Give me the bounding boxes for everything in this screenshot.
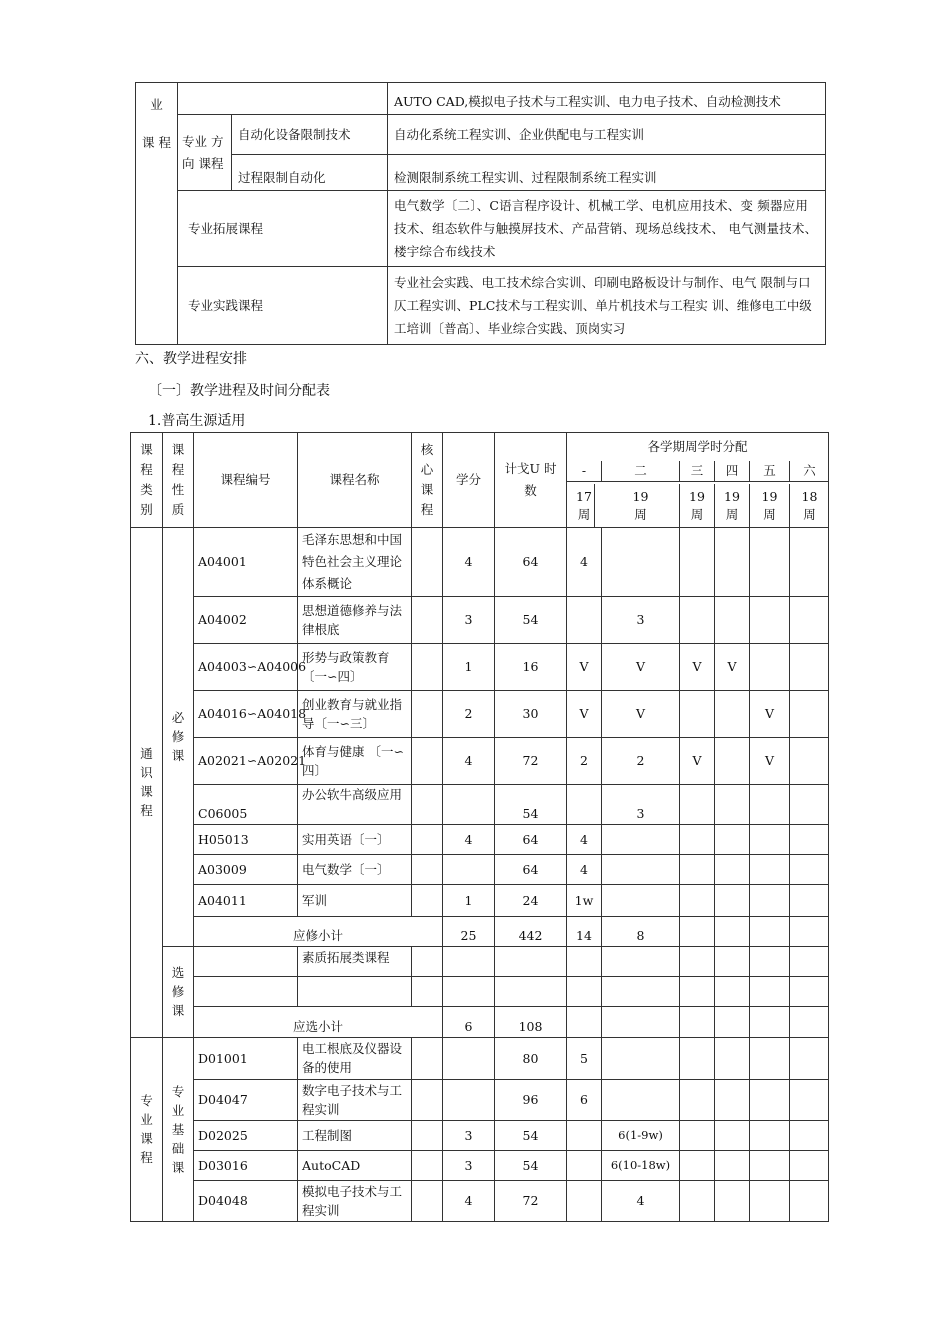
credit-cell — [443, 946, 495, 976]
term-cell — [680, 784, 715, 824]
term-cell — [680, 596, 715, 643]
term-cell: V — [602, 690, 680, 737]
hours-cell — [495, 976, 567, 1006]
term-cell: 8 — [602, 916, 680, 946]
term-cell: V — [602, 643, 680, 690]
core-cell — [412, 854, 443, 884]
term-cell — [790, 643, 829, 690]
course-code: A04002 — [194, 596, 298, 643]
course-code: A03009 — [194, 854, 298, 884]
core-cell — [412, 976, 443, 1006]
term-cell — [680, 884, 715, 916]
term-cell: 4 — [567, 527, 602, 596]
credit-cell: 3 — [443, 1120, 495, 1150]
term-cell — [567, 1006, 602, 1037]
credit-cell — [443, 1037, 495, 1079]
term-cell — [750, 824, 790, 854]
term-cell — [750, 916, 790, 946]
hours-cell: 54 — [495, 1150, 567, 1180]
term-cell — [680, 946, 715, 976]
core-cell — [412, 1180, 443, 1221]
weeks-2: 19周 — [602, 484, 680, 527]
term-cell — [602, 946, 680, 976]
term-cell — [567, 1150, 602, 1180]
basic-course-label: 专业基础课 — [163, 1037, 194, 1221]
term-cell: 3 — [602, 596, 680, 643]
table-row — [131, 643, 829, 690]
credit-cell: 3 — [443, 596, 495, 643]
hours-cell: 54 — [495, 784, 567, 824]
header-core: 核心课程 — [412, 433, 443, 528]
term-cell — [750, 1079, 790, 1120]
term-cell — [750, 1150, 790, 1180]
term-cell: 14 — [567, 916, 602, 946]
hours-cell: 30 — [495, 690, 567, 737]
subtotal-row — [131, 916, 829, 946]
core-cell — [412, 1150, 443, 1180]
course-code: C06005 — [194, 784, 298, 824]
term-cell — [602, 1037, 680, 1079]
term-cell: V — [750, 690, 790, 737]
credit-cell: 3 — [443, 1150, 495, 1180]
empty-cell — [178, 83, 388, 115]
term-cell: 5 — [567, 1037, 602, 1079]
core-cell — [412, 690, 443, 737]
term-cell — [715, 737, 750, 784]
hours-cell: 442 — [495, 916, 567, 946]
term-cell: 4 — [602, 1180, 680, 1221]
hours-cell: 96 — [495, 1079, 567, 1120]
credit-cell — [443, 1079, 495, 1120]
course-code: A02021∽A02021 — [194, 737, 298, 784]
subsection-heading: 〔一〕教学进程及时间分配表 — [148, 383, 330, 399]
table-row — [131, 1150, 829, 1180]
course-code: D04048 — [194, 1180, 298, 1221]
term-2: 二 — [602, 461, 680, 482]
term-cell — [715, 884, 750, 916]
header-distribution: 各学期周学时分配 — [567, 433, 829, 461]
term-cell — [790, 1006, 829, 1037]
weeks-4: 19周 — [715, 484, 750, 527]
term-cell — [715, 976, 750, 1006]
term-cell: 4 — [567, 854, 602, 884]
term-cell — [715, 1150, 750, 1180]
term-cell: V — [680, 643, 715, 690]
term-cell — [790, 854, 829, 884]
required-label: 必修课 — [163, 527, 194, 946]
term-cell — [567, 784, 602, 824]
course-name: 军训 — [298, 884, 412, 916]
table-row — [131, 946, 829, 976]
term-cell: 2 — [567, 737, 602, 784]
term-cell — [567, 1180, 602, 1221]
table-row — [131, 884, 829, 916]
table-row — [131, 854, 829, 884]
term-cell — [750, 784, 790, 824]
credit-cell: 4 — [443, 527, 495, 596]
expand-course-label: 专业拓展课程 — [178, 191, 388, 267]
term-cell: V — [567, 643, 602, 690]
term-cell — [680, 1037, 715, 1079]
term-cell — [680, 1150, 715, 1180]
term-cell — [715, 824, 750, 854]
term-cell — [790, 884, 829, 916]
category-char-2: 课 程 — [142, 135, 171, 150]
hours-cell: 64 — [495, 527, 567, 596]
term-cell — [715, 596, 750, 643]
term-cell — [790, 596, 829, 643]
term-cell — [715, 784, 750, 824]
credit-cell: 4 — [443, 824, 495, 854]
category-cell — [136, 83, 178, 345]
hours-cell: 54 — [495, 596, 567, 643]
table-row — [131, 1120, 829, 1150]
course-name: 形势与政策教育〔一∽四〕 — [298, 643, 412, 690]
term-4: 四 — [715, 461, 750, 482]
term-cell — [567, 1120, 602, 1150]
course-name: AutoCAD — [298, 1150, 412, 1180]
course-name: 体育与健康 〔一∽四〕 — [298, 737, 412, 784]
term-cell — [790, 1037, 829, 1079]
term-cell — [790, 690, 829, 737]
term-cell: 1w — [567, 884, 602, 916]
direction-name-2: 过程限制自动化 — [232, 155, 388, 191]
term-cell — [790, 527, 829, 596]
credit-cell: 4 — [443, 737, 495, 784]
credit-cell: 2 — [443, 690, 495, 737]
table-row — [131, 1079, 829, 1120]
table-row — [131, 737, 829, 784]
course-code — [194, 976, 298, 1006]
term-cell — [715, 1037, 750, 1079]
credit-cell: 6 — [443, 1006, 495, 1037]
course-code: A04011 — [194, 884, 298, 916]
course-name: 思想道德修养与法律根底 — [298, 596, 412, 643]
table-row — [131, 527, 829, 596]
course-code: A04016∽A04018 — [194, 690, 298, 737]
term-cell — [715, 527, 750, 596]
hours-cell: 108 — [495, 1006, 567, 1037]
term-cell: 2 — [602, 737, 680, 784]
hours-cell: 24 — [495, 884, 567, 916]
direction-courses-1: 自动化系统工程实训、企业供配电与工程实训 — [388, 115, 826, 155]
autocad-courses: AUTO CAD,模拟电子技术与工程实训、电力电子技术、自动检测技术 — [388, 83, 826, 115]
term-cell — [715, 690, 750, 737]
term-cell — [715, 1120, 750, 1150]
hours-cell — [495, 946, 567, 976]
term-cell — [790, 946, 829, 976]
hours-cell: 72 — [495, 1180, 567, 1221]
term-cell — [680, 527, 715, 596]
teaching-schedule-table — [130, 432, 829, 1222]
course-name: 办公软牛高级应用 — [298, 784, 412, 824]
subtotal-label: 应修小计 — [194, 916, 443, 946]
course-code — [194, 946, 298, 976]
term-cell — [602, 1006, 680, 1037]
course-name: 毛泽东思想和中国特色社会主义理论体系概论 — [298, 527, 412, 596]
credit-cell: 1 — [443, 643, 495, 690]
term-cell — [790, 1180, 829, 1221]
direction-name-1: 自动化设备限制技术 — [232, 115, 388, 155]
course-code: D02025 — [194, 1120, 298, 1150]
term-cell — [790, 1120, 829, 1150]
curriculum-structure-table — [135, 82, 826, 345]
term-cell — [680, 916, 715, 946]
course-code: D04047 — [194, 1079, 298, 1120]
hours-cell: 64 — [495, 854, 567, 884]
core-cell — [412, 1037, 443, 1079]
term-cell — [680, 824, 715, 854]
section-heading: 六、教学进程安排 — [135, 351, 247, 367]
term-cell — [750, 884, 790, 916]
term-cell — [750, 596, 790, 643]
elective-label: 选修课 — [163, 946, 194, 1037]
hours-cell: 16 — [495, 643, 567, 690]
term-cell — [750, 527, 790, 596]
header-name: 课程名称 — [298, 433, 412, 528]
term-cell — [715, 1006, 750, 1037]
header-hours: 计戈U 时数 — [495, 433, 567, 528]
hours-cell: 64 — [495, 824, 567, 854]
course-name: 创业教育与就业指导〔一∽三〕 — [298, 690, 412, 737]
term-cell — [567, 596, 602, 643]
table-row — [131, 1180, 829, 1221]
term-6: 六 — [790, 461, 829, 482]
course-name: 数字电子技术与工程实训 — [298, 1079, 412, 1120]
course-code: A04003∽A04006 — [194, 643, 298, 690]
table-row — [131, 690, 829, 737]
term-cell — [680, 690, 715, 737]
credit-cell: 25 — [443, 916, 495, 946]
term-cell — [715, 1079, 750, 1120]
term-1: - — [567, 461, 602, 482]
term-cell — [680, 1006, 715, 1037]
term-cell — [680, 854, 715, 884]
header-code: 课程编号 — [194, 433, 298, 528]
term-cell — [715, 1180, 750, 1221]
core-cell — [412, 784, 443, 824]
practice-course-label: 专业实践课程 — [178, 267, 388, 345]
term-cell — [715, 916, 750, 946]
weeks-3: 19周 — [680, 484, 715, 527]
term-cell — [750, 946, 790, 976]
term-cell: 6(10-18w) — [602, 1150, 680, 1180]
term-cell — [790, 1150, 829, 1180]
term-cell — [602, 976, 680, 1006]
weeks-6: 18周 — [801, 489, 818, 522]
term-cell — [750, 1037, 790, 1079]
direction-courses-2: 检测限制系统工程实训、过程限制系统工程实训 — [388, 155, 826, 191]
term-cell — [790, 737, 829, 784]
term-cell — [750, 1006, 790, 1037]
weeks-1: 17周 — [574, 484, 595, 527]
direction-label: 专业 方向 课程 — [178, 115, 232, 191]
header-category: 课程类别 — [131, 433, 163, 528]
term-cell — [567, 976, 602, 1006]
course-name: 工程制图 — [298, 1120, 412, 1150]
term-3: 三 — [680, 461, 715, 482]
weeks-5: 19周 — [750, 484, 790, 527]
credit-cell — [443, 784, 495, 824]
term-cell: V — [567, 690, 602, 737]
subtotal-row — [131, 1006, 829, 1037]
term-cell — [790, 976, 829, 1006]
credit-cell: 4 — [443, 1180, 495, 1221]
term-cell — [750, 854, 790, 884]
term-cell — [602, 824, 680, 854]
table-row — [131, 824, 829, 854]
course-code: H05013 — [194, 824, 298, 854]
term-cell — [567, 946, 602, 976]
course-name: 电工根底及仪器设备的使用 — [298, 1037, 412, 1079]
course-name: 素质拓展类课程 — [298, 946, 412, 976]
core-cell — [412, 737, 443, 784]
course-code: A04001 — [194, 527, 298, 596]
credit-cell — [443, 854, 495, 884]
term-cell: 3 — [602, 784, 680, 824]
term-cell — [602, 854, 680, 884]
general-category-label: 通识课程 — [131, 527, 163, 1037]
credit-cell: 1 — [443, 884, 495, 916]
header-nature: 课程性质 — [163, 433, 194, 528]
core-cell — [412, 884, 443, 916]
term-cell — [680, 1120, 715, 1150]
hours-cell: 80 — [495, 1037, 567, 1079]
course-code: D03016 — [194, 1150, 298, 1180]
term-cell — [750, 643, 790, 690]
term-header-group — [567, 461, 829, 528]
expand-course-list: 电气数学〔二〕、C语言程序设计、机械工学、电机应用技术、变 频器应用技术、组态软件与触摸屏技术、产品营销、现场总线技术、 电气测量技术、楼宇综合布线技术 — [388, 191, 826, 267]
term-cell — [680, 1079, 715, 1120]
core-cell — [412, 643, 443, 690]
term-cell: 6(1-9w) — [602, 1120, 680, 1150]
term-cell: V — [680, 737, 715, 784]
term-cell — [602, 884, 680, 916]
term-cell — [790, 784, 829, 824]
term-cell — [750, 1180, 790, 1221]
table-row — [131, 1037, 829, 1079]
term-cell — [715, 854, 750, 884]
hours-cell: 54 — [495, 1120, 567, 1150]
term-cell — [790, 824, 829, 854]
core-cell — [412, 596, 443, 643]
term-cell — [750, 976, 790, 1006]
term-cell: 6 — [567, 1079, 602, 1120]
core-cell — [412, 1120, 443, 1150]
professional-category-label: 专业课程 — [131, 1037, 163, 1221]
course-code: D01001 — [194, 1037, 298, 1079]
term-cell: V — [715, 643, 750, 690]
term-cell — [680, 976, 715, 1006]
term-cell: V — [750, 737, 790, 784]
term-cell — [750, 1120, 790, 1150]
term-cell — [790, 916, 829, 946]
course-name: 模拟电子技术与工程实训 — [298, 1180, 412, 1221]
table-row — [131, 976, 829, 1006]
hours-cell: 72 — [495, 737, 567, 784]
term-cell — [680, 1180, 715, 1221]
term-cell: 4 — [567, 824, 602, 854]
practice-course-list: 专业社会实践、电工技术综合实训、印刷电路板设计与制作、电气 限制与口仄工程实训、PLC技术与工程实训、单片机技术与工程实 训、维修电工中级工培训〔普高〕、毕业综合实践、顶岗实习 — [388, 267, 826, 345]
course-name: 实用英语〔一〕 — [298, 824, 412, 854]
term-cell — [715, 946, 750, 976]
table-row — [131, 784, 829, 824]
sub-subsection-heading: 1.普高生源适用 — [148, 413, 246, 429]
course-name: 电气数学〔一〕 — [298, 854, 412, 884]
core-cell — [412, 1079, 443, 1120]
category-char-1: 业 — [150, 97, 163, 112]
table-row — [131, 596, 829, 643]
course-name — [298, 976, 412, 1006]
term-cell — [602, 1079, 680, 1120]
term-cell — [790, 1079, 829, 1120]
core-cell — [412, 946, 443, 976]
subtotal-label: 应选小计 — [194, 1006, 443, 1037]
term-cell — [602, 527, 680, 596]
term-5: 五 — [750, 461, 790, 482]
credit-cell — [443, 976, 495, 1006]
header-credit: 学分 — [443, 433, 495, 528]
core-cell — [412, 527, 443, 596]
core-cell — [412, 824, 443, 854]
